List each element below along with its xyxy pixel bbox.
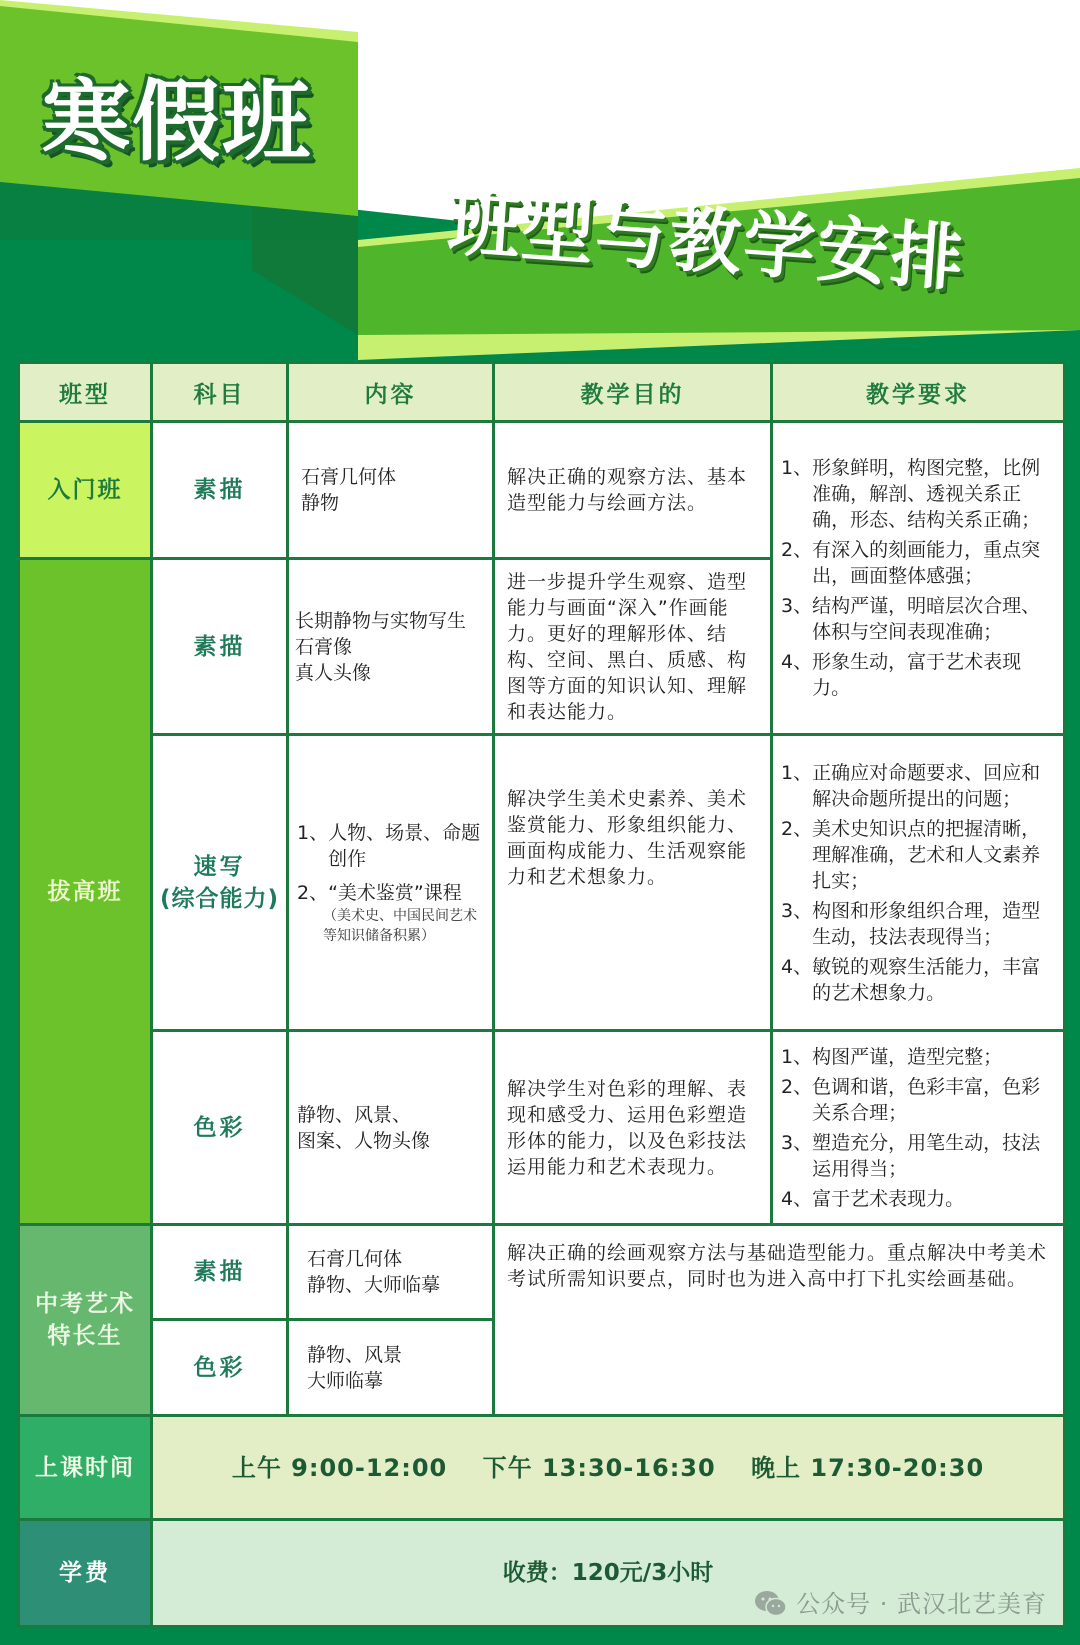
requirement-item: 结构严谨，明暗层次合理、体积与空间表现准确； bbox=[812, 595, 1041, 643]
watermark-text: 公众号 · 武汉北艺美育 bbox=[796, 1590, 1047, 1618]
class-type-advanced: 拔高班 bbox=[19, 559, 152, 1225]
header-content: 内容 bbox=[288, 363, 494, 422]
schedule-label: 上课时间 bbox=[19, 1416, 152, 1520]
requirement-item: 富于艺术表现力。 bbox=[812, 1187, 965, 1210]
content-cell bbox=[288, 559, 494, 735]
table-row bbox=[19, 1031, 1065, 1225]
time-afternoon: 下午 13:30-16:30 bbox=[482, 1453, 716, 1482]
subject-cell: 色彩 bbox=[152, 1320, 288, 1416]
subject-cell: 素描 bbox=[152, 559, 288, 735]
content-cell bbox=[288, 1320, 494, 1416]
content-cell: 1、 人物、场景、命题创作 2、 “美术鉴赏”课程 （美术史、中国民间艺术等知识储备积累） bbox=[288, 735, 494, 1031]
content-line: 静物 bbox=[301, 492, 340, 514]
requirement-item: 敏锐的观察生活能力，丰富的艺术想象力。 bbox=[812, 955, 1041, 1004]
table-row bbox=[19, 1225, 1065, 1320]
aim-cell: 解决正确的绘画观察方法与基础造型能力。重点解决中考美术考试所需知识要点，同时也为进入高中打下扎实绘画基础。 bbox=[494, 1225, 1065, 1416]
schedule-times bbox=[152, 1416, 1065, 1520]
table-row bbox=[19, 422, 1065, 559]
requirement-item: 形象鲜明，构图完整，比例准确，解剖、透视关系正确，形态、结构关系正确； bbox=[812, 457, 1041, 531]
content-line: 石膏像 bbox=[295, 635, 353, 658]
fee-label: 学费 bbox=[19, 1520, 152, 1627]
subject-line: 速写 bbox=[193, 853, 246, 880]
requirement-item: 构图和形象组织合理，造型生动，技法表现得当； bbox=[812, 899, 1041, 948]
content-line: 静物、大师临摹 bbox=[307, 1274, 441, 1296]
wechat-icon bbox=[754, 1589, 788, 1619]
content-line: 人物、场景、命题创作 bbox=[328, 821, 481, 870]
content-line: 大师临摹 bbox=[307, 1369, 384, 1392]
subject-cell bbox=[152, 735, 288, 1031]
header-class-type: 班型 bbox=[19, 363, 152, 422]
requirement-item: 构图严谨，造型完整； bbox=[812, 1045, 1003, 1068]
subject-line: (综合能力) bbox=[159, 885, 280, 912]
class-type-specialty bbox=[19, 1225, 152, 1416]
content-line: 静物、风景、 bbox=[297, 1103, 412, 1126]
content-line: 图案、人物头像 bbox=[297, 1129, 431, 1152]
watermark bbox=[754, 1589, 1047, 1619]
requirement-item: 色调和谐，色彩丰富，色彩关系合理； bbox=[812, 1075, 1041, 1124]
content-line: 静物、风景 bbox=[307, 1343, 403, 1366]
header-aim: 教学目的 bbox=[494, 363, 772, 422]
class-type-line: 特长生 bbox=[47, 1323, 123, 1349]
fee-row bbox=[19, 1520, 1065, 1627]
banner-title-main: 寒假班 bbox=[42, 70, 313, 173]
content-cell bbox=[288, 1225, 494, 1320]
content-line: 真人头像 bbox=[295, 661, 372, 684]
schedule-table bbox=[17, 361, 1066, 1628]
fee-value-cell bbox=[152, 1520, 1065, 1627]
subject-cell: 素描 bbox=[152, 422, 288, 559]
requirements-cell: 1、 形象鲜明，构图完整，比例准确，解剖、透视关系正确，形态、结构关系正确； 2、 有深入的刻画能力，重点突出，画面整体感强； 3、 结构严谨，明暗层次合理、体积与空间表现准确； 4、 形象生动，富于艺术表现力。 bbox=[772, 422, 1065, 735]
requirements-cell: 1、 正确应对命题要求、回应和解决命题所提出的问题； 2、 美术史知识点的把握清晰，理解准确，艺术和人文素养扎实； 3、 构图和形象组织合理，造型生动，技法表现得当； 4、 敏锐的观察生活能力，丰富的艺术想象力。 bbox=[772, 735, 1065, 1031]
header-banner bbox=[0, 0, 1080, 360]
content-cell bbox=[288, 1031, 494, 1225]
subject-cell: 素描 bbox=[152, 1225, 288, 1320]
aim-cell: 解决学生对色彩的理解、表现和感受力、运用色彩塑造形体的能力，以及色彩技法运用能力和艺术表现力。 bbox=[494, 1031, 772, 1225]
aim-cell: 解决学生美术史素养、美术鉴赏能力、形象组织能力、画面构成能力、生活观察能力和艺术想象力。 bbox=[494, 735, 772, 1031]
aim-cell: 解决正确的观察方法、基本造型能力与绘画方法。 bbox=[494, 422, 772, 559]
class-type-intro: 入门班 bbox=[19, 422, 152, 559]
header-subject: 科目 bbox=[152, 363, 288, 422]
requirement-item: 美术史知识点的把握清晰，理解准确，艺术和人文素养扎实； bbox=[812, 817, 1041, 892]
requirement-item: 正确应对命题要求、回应和解决命题所提出的问题； bbox=[812, 761, 1041, 810]
header-requirements: 教学要求 bbox=[772, 363, 1065, 422]
content-line: 石膏几何体 bbox=[307, 1248, 403, 1270]
table-header-row bbox=[19, 363, 1065, 422]
content-cell bbox=[288, 422, 494, 559]
requirement-item: 形象生动，富于艺术表现力。 bbox=[812, 651, 1022, 699]
table-row bbox=[19, 735, 1065, 1031]
subject-cell: 色彩 bbox=[152, 1031, 288, 1225]
banner-title-sub: 班型与教学安排 bbox=[445, 180, 968, 301]
requirements-cell: 1、 构图严谨，造型完整； 2、 色调和谐，色彩丰富，色彩关系合理； 3、 塑造充分，用笔生动，技法运用得当； 4、 富于艺术表现力。 bbox=[772, 1031, 1065, 1225]
content-line: “美术鉴赏”课程 bbox=[328, 881, 462, 904]
schedule-row bbox=[19, 1416, 1065, 1520]
aim-cell: 进一步提升学生观察、造型能力与画面“深入”作画能力。更好的理解形体、结构、空间、黑白、质感、构图等方面的知识认知、理解和表达能力。 bbox=[494, 559, 772, 735]
requirement-item: 有深入的刻画能力，重点突出，画面整体感强； bbox=[812, 539, 1041, 587]
content-line: 石膏几何体 bbox=[301, 466, 397, 488]
requirement-item: 塑造充分，用笔生动，技法运用得当； bbox=[812, 1131, 1041, 1180]
content-note: （美术史、中国民间艺术等知识储备积累） bbox=[323, 907, 477, 944]
content-line: 长期静物与实物写生 bbox=[295, 609, 467, 632]
fee-value: 收费：120元/3小时 bbox=[502, 1560, 714, 1586]
class-type-line: 中考艺术 bbox=[35, 1291, 135, 1317]
time-morning: 上午 9:00-12:00 bbox=[231, 1453, 448, 1482]
time-evening: 晚上 17:30-20:30 bbox=[751, 1453, 985, 1482]
